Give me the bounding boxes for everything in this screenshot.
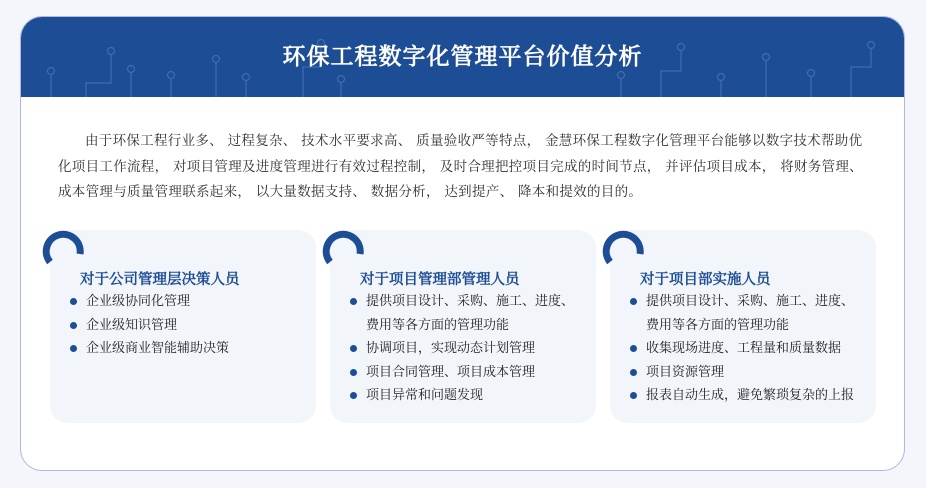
list-item: 提供项目设计、采购、施工、进度、费用等各方面的管理功能 <box>628 290 866 337</box>
card-project-implementation <box>610 230 876 423</box>
list-item: 企业级商业智能辅助决策 <box>68 337 306 361</box>
list-item: 企业级知识管理 <box>68 314 306 338</box>
page-title: 环保工程数字化管理平台价值分析 <box>282 44 643 70</box>
card-item-list <box>68 290 306 361</box>
card-title: 对于项目部实施人员 <box>640 272 771 288</box>
list-item: 项目合同管理、项目成本管理 <box>348 361 586 385</box>
half-ring-icon <box>42 224 88 270</box>
list-item: 企业级协同化管理 <box>68 290 306 314</box>
list-item: 协调项目，实现动态计划管理 <box>348 337 586 361</box>
card-title: 对于公司管理层决策人员 <box>80 272 240 288</box>
half-ring-icon <box>602 224 648 270</box>
list-item: 收集现场进度、工程量和质量数据 <box>628 337 866 361</box>
list-item: 提供项目设计、采购、施工、进度、费用等各方面的管理功能 <box>348 290 586 337</box>
list-item: 项目资源管理 <box>628 361 866 385</box>
card-item-list <box>628 290 866 408</box>
card-item-list <box>348 290 586 408</box>
value-analysis-panel <box>20 16 905 471</box>
list-item: 报表自动生成，避免繁琐复杂的上报 <box>628 384 866 408</box>
card-company-management <box>50 230 316 423</box>
list-item: 项目异常和问题发现 <box>348 384 586 408</box>
card-project-management <box>330 230 596 423</box>
intro-paragraph: 由于环保工程行业多、 过程复杂、 技术水平要求高、 质量验收严等特点， 金慧环保工程数字化管理平台能够以数字技术帮助优化项目工作流程， 对项目管理及进度管理进行有效过程控制， 及时合理把控项目完成的时间节点， 并评估项目成本， 将财务管理、 成本管理与质量管理联系起来， 以大量数据支持、 数据分析， 达到提产、 降本和提效的目的。 <box>58 133 863 200</box>
title-banner <box>21 17 904 97</box>
half-ring-icon <box>322 224 368 270</box>
card-title: 对于项目管理部管理人员 <box>360 272 520 288</box>
